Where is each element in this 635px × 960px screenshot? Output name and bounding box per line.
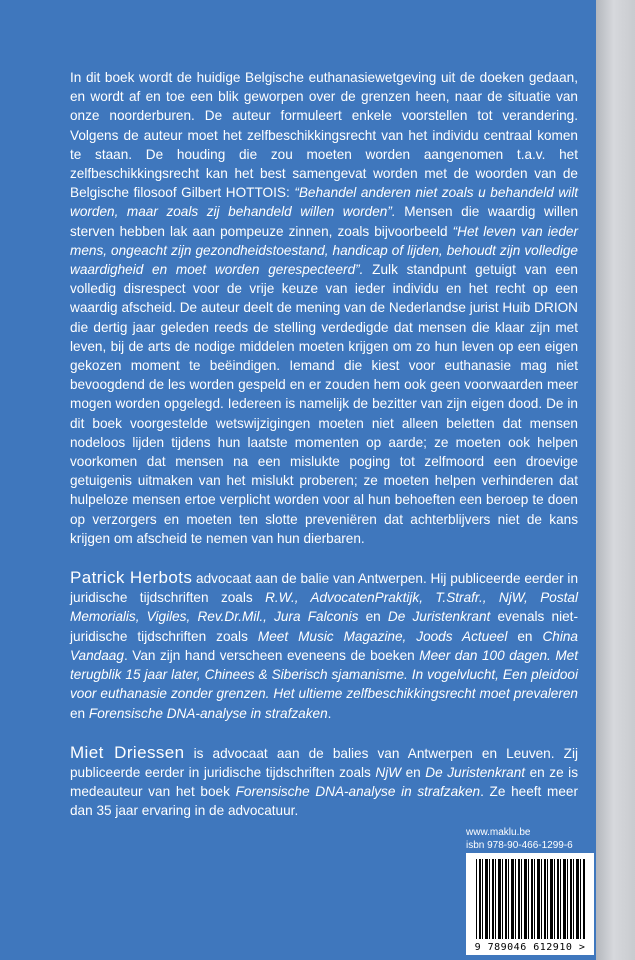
- italic-text-run: China Vandaag: [70, 628, 578, 663]
- text-run: en: [401, 764, 426, 780]
- author-bio-herbots: [70, 568, 578, 723]
- italic-text-run: Meer dan 100 dagen. Met terugblik 15 jaar later, Chinees & Siberisch sjamanisme. In vogelvlucht, Een pleidooi voor euthanasie zonder grenzen. Het ultieme zelfbeschikkingsrecht moet prevaleren: [70, 647, 579, 702]
- text-run: en: [507, 628, 543, 644]
- text-run: In dit boek wordt de huidige Belgische euthanasiewetgeving uit de doeken gedaan, en wordt af en toe een blik geworpen over de grenzen heen, naar de situatie van onze noorderburen. De auteur formuleert enkele voorstellen tot verandering. Volgens de auteur moet het zelfbeschikkingsrecht van het individu centraal komen te staan. De houding die zou moeten worden aangenomen t.a.v. het zelfbeschikkingsrecht kan het best samengevat worden met de woorden van de Belgische filosoof Gilbert HOTTOIS:: [70, 70, 578, 201]
- text-run: . Ze heeft meer dan 35 jaar ervaring in de advocatuur.: [70, 784, 578, 819]
- author-bio-text-herbots: [70, 571, 578, 720]
- text-run: Mensen die waardig willen sterven hebben lak aan pompeuze zinnen, zoals bijvoorbeeld: [70, 204, 578, 239]
- author-name-driessen: Miet Driessen: [70, 742, 185, 762]
- italic-text-run: Forensische DNA-analyse in strafzaken: [88, 705, 328, 721]
- italic-text-run: NjW: [375, 764, 402, 780]
- blurb-paragraph: [70, 68, 578, 548]
- italic-text-run: Forensische DNA-analyse in strafzaken: [235, 784, 481, 800]
- text-run: is advocaat aan de balies van Antwerpen en Leuven. Zij publiceerde eerder in juridische tijdschriften zoals: [70, 745, 578, 780]
- italic-text-run: De Juristenkrant: [425, 764, 526, 780]
- italic-text-run: De Juristenkrant: [387, 609, 491, 625]
- isbn-number: isbn 978-90-466-1299-6: [466, 840, 573, 851]
- text-run: en: [358, 609, 388, 625]
- book-spine-edge: [596, 0, 635, 960]
- italic-text-run: “Behandel anderen niet zoals u behandeld wilt worden, maar zoals zij behandeld willen worden”.: [70, 185, 578, 220]
- barcode: [466, 853, 594, 955]
- text-run: Zulk standpunt getuigt van een volledig disrespect voor de vrije keuze van ieder individu en het recht op een waardig afscheid. De auteur deelt de mening van de Nederlandse jurist Huib DRION die dertig jaar geleden reeds de stelling verdedigde dat mensen die klaar zijn met leven, bij de arts de nodige middelen moeten krijgen om zo hun leven op een eigen gekozen moment te beëindigen. Iemand die kiest voor euthanasie mag niet bevoogdend de les worden gespeld en er zouden hem ook geen voorwaarden meer mogen worden opgelegd. Iedereen is namelijk de bezitter van zijn eigen dood. De in dit boek voorgestelde wetswijzigingen moeten niet alleen beletten dat mensen nodeloos lijden tijdens hun laatste momenten op aarde; ze moeten ook helpen voorkomen dat mensen na een mislukte poging tot zelfmoord een droevige getuigenis uitmaken van het mislukt proberen; ze moeten helpen verhinderen dat hulpeloze mensen ertoe verplicht worden voor al hun behoeften een beroep te doen op verzorgers en moeten ten slotte preveniëren dat achterblijvers niet de kans krijgen om afscheid te nemen van hun dierbaren.: [70, 262, 578, 546]
- author-name-herbots: Patrick Herbots: [70, 568, 193, 588]
- text-run: .: [327, 705, 332, 721]
- publisher-info: [466, 826, 594, 852]
- italic-text-run: R.W., AdvocatenPraktijk, T.Strafr., NjW, Postal Memorialis, Vigiles, Rev.Dr.Mil., Jura Falconis: [70, 590, 578, 625]
- publisher-website: www.maklu.be: [466, 827, 531, 838]
- barcode-digits: 9 789046 612910 >: [474, 942, 586, 953]
- italic-text-run: Meet Music Magazine, Joods Actueel: [257, 628, 508, 644]
- text-run: en ze is medeauteur van het boek: [70, 764, 578, 800]
- back-cover-text: [70, 68, 578, 821]
- author-bio-driessen: [70, 743, 578, 821]
- text-run: . Van zijn hand verscheen eveneens de boeken: [123, 647, 420, 663]
- barcode-bars-graphic: [476, 859, 586, 939]
- text-run: evenals niet-juridische tijdschriften zoals: [70, 609, 578, 644]
- text-run: advocaat aan de balie van Antwerpen. Hij publiceerde eerder in juridische tijdschriften zoals: [70, 571, 579, 606]
- text-run: en: [70, 705, 89, 721]
- italic-text-run: “Het leven van ieder mens, ongeacht zijn gezondheidstoestand, handicap of lijden, behoudt zijn volledige waardigheid en moet worden gerespecteerd”.: [70, 223, 579, 278]
